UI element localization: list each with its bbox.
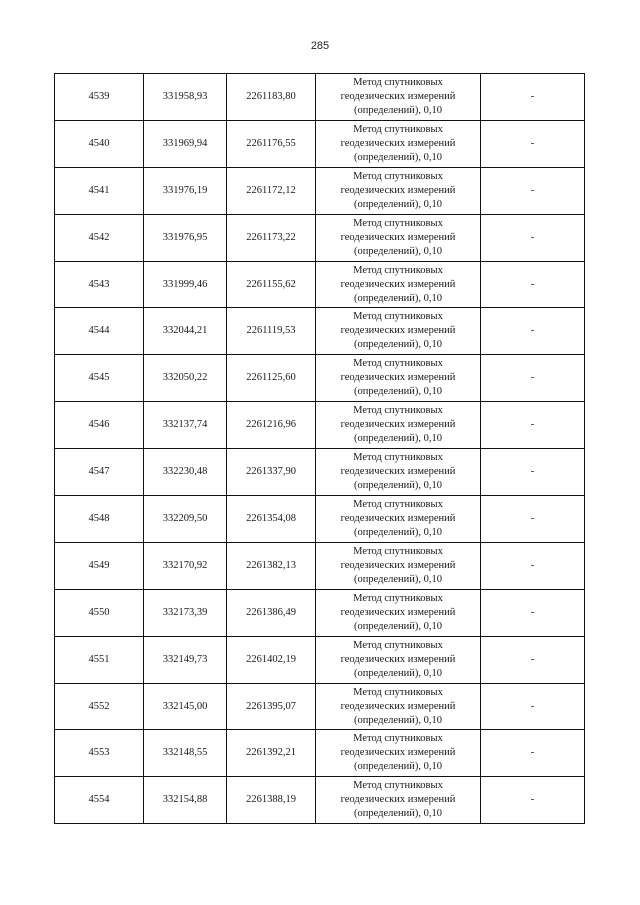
method-cell bbox=[316, 167, 481, 214]
method-line: (определений), 0,10 bbox=[353, 480, 443, 492]
x-coordinate-cell: 332050,22 bbox=[144, 355, 227, 402]
method-cell bbox=[316, 683, 481, 730]
method-line: геодезических измерений bbox=[340, 512, 456, 524]
method-cell bbox=[316, 496, 481, 543]
method-cell bbox=[316, 261, 481, 308]
note-cell: - bbox=[481, 589, 585, 636]
method-line: Метод спутниковых bbox=[353, 686, 443, 698]
method-line: геодезических измерений bbox=[340, 184, 456, 196]
table-row bbox=[55, 683, 585, 730]
point-number-cell: 4551 bbox=[55, 636, 144, 683]
method-cell bbox=[316, 449, 481, 496]
x-coordinate-cell: 332230,48 bbox=[144, 449, 227, 496]
y-coordinate-cell: 2261354,08 bbox=[227, 496, 316, 543]
method-line: геодезических измерений bbox=[340, 325, 456, 337]
method-line: (определений), 0,10 bbox=[353, 104, 443, 116]
x-coordinate-cell: 331976,95 bbox=[144, 214, 227, 261]
method-line: Метод спутниковых bbox=[353, 311, 443, 323]
x-coordinate-cell: 332173,39 bbox=[144, 589, 227, 636]
method-line: Метод спутниковых bbox=[353, 733, 443, 745]
page-number: 285 bbox=[310, 40, 330, 52]
note-cell: - bbox=[481, 730, 585, 777]
method-line: (определений), 0,10 bbox=[353, 761, 443, 773]
note-cell: - bbox=[481, 402, 585, 449]
method-cell bbox=[316, 636, 481, 683]
y-coordinate-cell: 2261386,49 bbox=[227, 589, 316, 636]
method-line: (определений), 0,10 bbox=[353, 808, 443, 820]
y-coordinate-cell: 2261183,80 bbox=[227, 74, 316, 121]
table-row bbox=[55, 636, 585, 683]
table-row bbox=[55, 74, 585, 121]
x-coordinate-cell: 331969,94 bbox=[144, 120, 227, 167]
method-cell bbox=[316, 308, 481, 355]
x-coordinate-cell: 332209,50 bbox=[144, 496, 227, 543]
method-line: геодезических измерений bbox=[340, 747, 456, 759]
note-cell: - bbox=[481, 355, 585, 402]
note-cell: - bbox=[481, 636, 585, 683]
note-cell: - bbox=[481, 542, 585, 589]
y-coordinate-cell: 2261402,19 bbox=[227, 636, 316, 683]
x-coordinate-cell: 332154,88 bbox=[144, 777, 227, 824]
point-number-cell: 4539 bbox=[55, 74, 144, 121]
method-cell bbox=[316, 542, 481, 589]
table-row bbox=[55, 730, 585, 777]
point-number-cell: 4543 bbox=[55, 261, 144, 308]
x-coordinate-cell: 332137,74 bbox=[144, 402, 227, 449]
y-coordinate-cell: 2261125,60 bbox=[227, 355, 316, 402]
method-line: Метод спутниковых bbox=[353, 358, 443, 370]
y-coordinate-cell: 2261176,55 bbox=[227, 120, 316, 167]
y-coordinate-cell: 2261388,19 bbox=[227, 777, 316, 824]
point-number-cell: 4553 bbox=[55, 730, 144, 777]
method-cell bbox=[316, 120, 481, 167]
x-coordinate-cell: 331976,19 bbox=[144, 167, 227, 214]
note-cell: - bbox=[481, 449, 585, 496]
point-number-cell: 4541 bbox=[55, 167, 144, 214]
point-number-cell: 4540 bbox=[55, 120, 144, 167]
table-row bbox=[55, 214, 585, 261]
method-line: Метод спутниковых bbox=[353, 217, 443, 229]
method-cell bbox=[316, 777, 481, 824]
y-coordinate-cell: 2261173,22 bbox=[227, 214, 316, 261]
method-cell bbox=[316, 355, 481, 402]
method-line: Метод спутниковых bbox=[353, 592, 443, 604]
x-coordinate-cell: 332149,73 bbox=[144, 636, 227, 683]
method-line: (определений), 0,10 bbox=[353, 339, 443, 351]
x-coordinate-cell: 332170,92 bbox=[144, 542, 227, 589]
method-cell bbox=[316, 589, 481, 636]
method-line: (определений), 0,10 bbox=[353, 667, 443, 679]
point-number-cell: 4545 bbox=[55, 355, 144, 402]
table-row bbox=[55, 542, 585, 589]
method-line: геодезических измерений bbox=[340, 700, 456, 712]
method-line: геодезических измерений bbox=[340, 278, 456, 290]
table-row bbox=[55, 308, 585, 355]
x-coordinate-cell: 331999,46 bbox=[144, 261, 227, 308]
note-cell: - bbox=[481, 167, 585, 214]
table-row bbox=[55, 402, 585, 449]
note-cell: - bbox=[481, 308, 585, 355]
method-line: геодезических измерений bbox=[340, 559, 456, 571]
point-number-cell: 4547 bbox=[55, 449, 144, 496]
coordinates-table bbox=[54, 73, 585, 824]
point-number-cell: 4552 bbox=[55, 683, 144, 730]
x-coordinate-cell: 332148,55 bbox=[144, 730, 227, 777]
method-line: Метод спутниковых bbox=[353, 405, 443, 417]
method-line: геодезических измерений bbox=[340, 90, 456, 102]
method-line: геодезических измерений bbox=[340, 606, 456, 618]
table-row bbox=[55, 355, 585, 402]
note-cell: - bbox=[481, 777, 585, 824]
x-coordinate-cell: 332145,00 bbox=[144, 683, 227, 730]
table-row bbox=[55, 120, 585, 167]
method-line: Метод спутниковых bbox=[353, 170, 443, 182]
point-number-cell: 4548 bbox=[55, 496, 144, 543]
point-number-cell: 4544 bbox=[55, 308, 144, 355]
method-line: геодезических измерений bbox=[340, 372, 456, 384]
method-line: геодезических измерений bbox=[340, 466, 456, 478]
method-line: (определений), 0,10 bbox=[353, 245, 443, 257]
y-coordinate-cell: 2261155,62 bbox=[227, 261, 316, 308]
y-coordinate-cell: 2261395,07 bbox=[227, 683, 316, 730]
y-coordinate-cell: 2261392,21 bbox=[227, 730, 316, 777]
note-cell: - bbox=[481, 120, 585, 167]
method-line: геодезических измерений bbox=[340, 137, 456, 149]
method-line: (определений), 0,10 bbox=[353, 526, 443, 538]
method-line: Метод спутниковых bbox=[353, 123, 443, 135]
method-line: (определений), 0,10 bbox=[353, 433, 443, 445]
method-line: (определений), 0,10 bbox=[353, 151, 443, 163]
table-body bbox=[55, 74, 585, 824]
note-cell: - bbox=[481, 74, 585, 121]
method-line: (определений), 0,10 bbox=[353, 573, 443, 585]
table-row bbox=[55, 496, 585, 543]
method-line: Метод спутниковых bbox=[353, 545, 443, 557]
method-cell bbox=[316, 402, 481, 449]
method-line: Метод спутниковых bbox=[353, 452, 443, 464]
note-cell: - bbox=[481, 261, 585, 308]
note-cell: - bbox=[481, 496, 585, 543]
point-number-cell: 4550 bbox=[55, 589, 144, 636]
method-line: Метод спутниковых bbox=[353, 498, 443, 510]
y-coordinate-cell: 2261216,96 bbox=[227, 402, 316, 449]
point-number-cell: 4546 bbox=[55, 402, 144, 449]
method-line: (определений), 0,10 bbox=[353, 620, 443, 632]
method-cell bbox=[316, 730, 481, 777]
method-line: (определений), 0,10 bbox=[353, 714, 443, 726]
note-cell: - bbox=[481, 683, 585, 730]
method-cell bbox=[316, 74, 481, 121]
table-row bbox=[55, 167, 585, 214]
table-row bbox=[55, 777, 585, 824]
method-line: геодезических измерений bbox=[340, 794, 456, 806]
table-row bbox=[55, 261, 585, 308]
method-line: геодезических измерений bbox=[340, 231, 456, 243]
point-number-cell: 4549 bbox=[55, 542, 144, 589]
y-coordinate-cell: 2261382,13 bbox=[227, 542, 316, 589]
method-line: Метод спутниковых bbox=[353, 76, 443, 88]
note-cell: - bbox=[481, 214, 585, 261]
x-coordinate-cell: 332044,21 bbox=[144, 308, 227, 355]
method-line: Метод спутниковых bbox=[353, 639, 443, 651]
table-row bbox=[55, 589, 585, 636]
y-coordinate-cell: 2261172,12 bbox=[227, 167, 316, 214]
method-line: (определений), 0,10 bbox=[353, 292, 443, 304]
method-line: (определений), 0,10 bbox=[353, 386, 443, 398]
method-line: Метод спутниковых bbox=[353, 264, 443, 276]
table-row bbox=[55, 449, 585, 496]
method-line: (определений), 0,10 bbox=[353, 198, 443, 210]
point-number-cell: 4554 bbox=[55, 777, 144, 824]
y-coordinate-cell: 2261337,90 bbox=[227, 449, 316, 496]
method-line: геодезических измерений bbox=[340, 653, 456, 665]
x-coordinate-cell: 331958,93 bbox=[144, 74, 227, 121]
method-line: Метод спутниковых bbox=[353, 780, 443, 792]
point-number-cell: 4542 bbox=[55, 214, 144, 261]
method-line: геодезических измерений bbox=[340, 419, 456, 431]
method-cell bbox=[316, 214, 481, 261]
y-coordinate-cell: 2261119,53 bbox=[227, 308, 316, 355]
